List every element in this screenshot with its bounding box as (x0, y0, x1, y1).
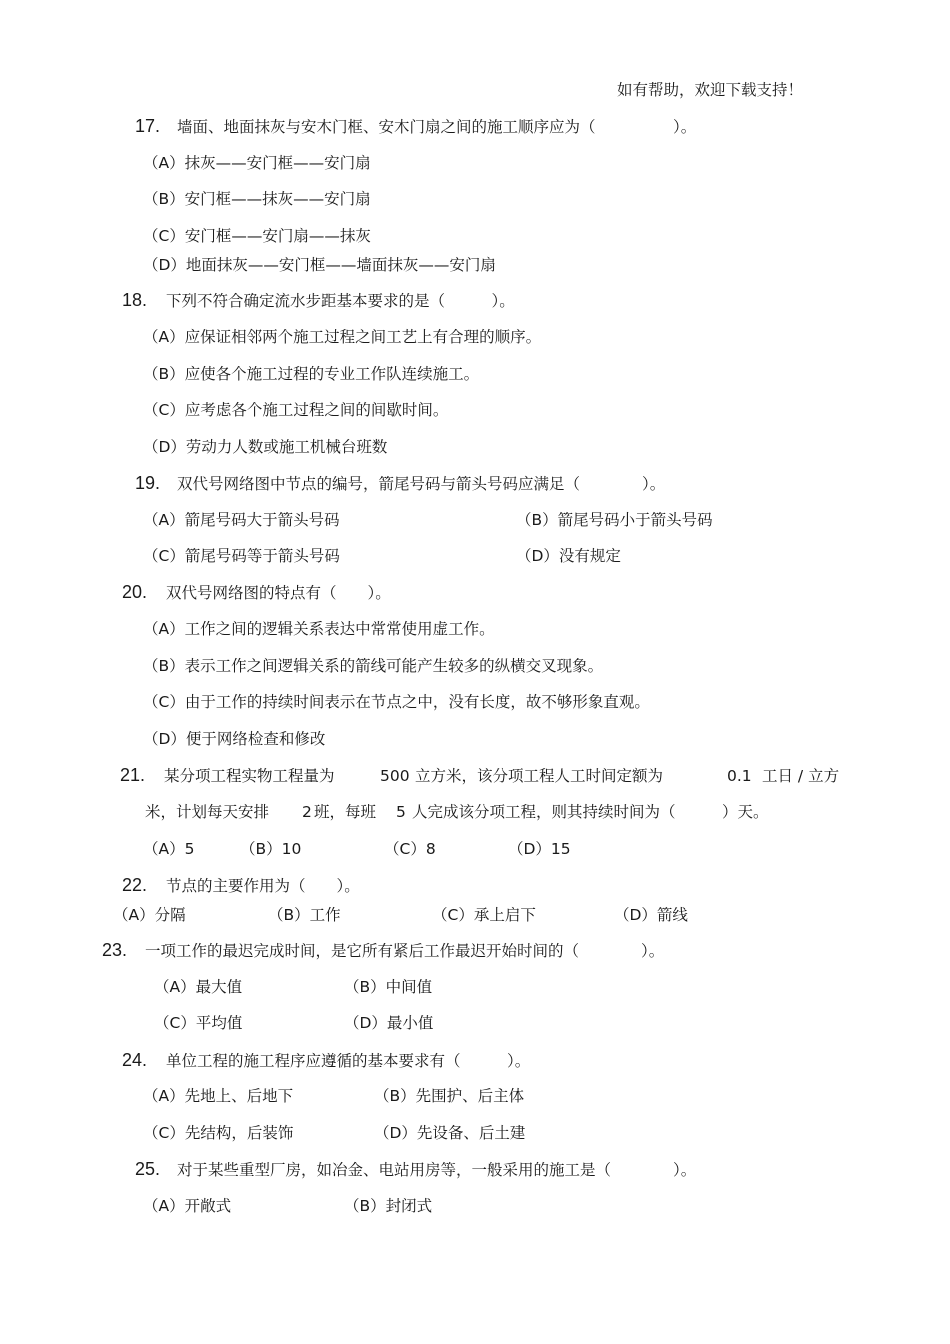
time-rate-value: 0.1 (727, 767, 752, 785)
question-number: 17. (135, 116, 161, 136)
option-b: （B）封闭式 (344, 1197, 433, 1215)
option-d: （D）便于网络检查和修改 (143, 730, 326, 748)
option-b: （B）10 (240, 840, 302, 858)
question-stem: 对于某些重型厂房，如冶金、电站用房等，一般采用的施工是（ ）。 (177, 1161, 697, 1179)
option-c: （C）安门框——安门扇——抹灰 (143, 227, 371, 245)
option-d: （D）最小值 (344, 1014, 434, 1032)
option-d: （D）劳动力人数或施工机械台班数 (143, 438, 388, 456)
question-stem-part: 工日 / 立方 (762, 767, 840, 785)
question-stem: 下列不符合确定流水步距基本要求的是（ ）。 (166, 292, 515, 310)
question-number: 18. (122, 290, 148, 310)
question-stem-part: 某分项工程实物工程量为 (164, 767, 335, 785)
option-b: （B）表示工作之间逻辑关系的箭线可能产生较多的纵横交叉现象。 (143, 657, 604, 675)
option-a: （A）分隔 (113, 906, 186, 924)
option-b: （B）先围护、后主体 (374, 1087, 525, 1105)
option-c: （C）平均值 (154, 1014, 243, 1032)
option-d: （D）箭线 (614, 906, 688, 924)
option-c: （C）8 (384, 840, 436, 858)
quantity-value: 500 (380, 767, 410, 785)
option-a: （A）抹灰——安门框——安门扇 (143, 154, 371, 172)
option-a: （A）5 (143, 840, 195, 858)
option-c: （C）应考虑各个施工过程之间的间歇时间。 (143, 401, 449, 419)
option-b: （B）应使各个施工过程的专业工作队连续施工。 (143, 365, 480, 383)
question-stem: 单位工程的施工程序应遵循的基本要求有（ ）。 (166, 1052, 531, 1070)
option-a: （A）应保证相邻两个施工过程之间工艺上有合理的顺序。 (143, 328, 542, 346)
question-stem-part: 班，每班 (314, 803, 377, 821)
option-d: （D）没有规定 (516, 547, 621, 565)
option-d: （D）15 (508, 840, 571, 858)
question-stem: 墙面、地面抹灰与安木门框、安木门扇之间的施工顺序应为（ ）。 (177, 118, 697, 136)
option-c: （C）箭尾号码等于箭头号码 (143, 547, 340, 565)
option-c: （C）由于工作的持续时间表示在节点之中，没有长度，故不够形象直观。 (143, 693, 650, 711)
question-stem: 双代号网络图的特点有（ ）。 (166, 584, 391, 602)
question-number: 25. (135, 1159, 161, 1179)
option-d: （D）地面抹灰——安门框——墙面抹灰——安门扇 (143, 256, 496, 274)
option-b: （B）安门框——抹灰——安门扇 (143, 190, 371, 208)
option-c: （C）先结构，后装饰 (143, 1124, 294, 1142)
option-a: （A）最大值 (154, 978, 243, 996)
option-a: （A）工作之间的逻辑关系表达中常常使用虚工作。 (143, 620, 495, 638)
option-a: （A）开敞式 (143, 1197, 232, 1215)
question-number: 21. (120, 765, 146, 785)
option-c: （C）承上启下 (432, 906, 536, 924)
people-value: 5 (396, 803, 406, 821)
option-b: （B）工作 (268, 906, 341, 924)
option-a: （A）先地上、后地下 (143, 1087, 294, 1105)
option-b: （B）箭尾号码小于箭头号码 (516, 511, 713, 529)
question-stem: 双代号网络图中节点的编号，箭尾号码与箭头号码应满足（ ）。 (177, 475, 666, 493)
question-number: 24. (122, 1050, 148, 1070)
question-number: 22. (122, 875, 148, 895)
question-stem-part: 立方米，该分项工程人工时间定额为 (415, 767, 664, 785)
shifts-value: 2 (302, 803, 312, 821)
option-d: （D）先设备、后土建 (374, 1124, 526, 1142)
option-a: （A）箭尾号码大于箭头号码 (143, 511, 340, 529)
option-b: （B）中间值 (344, 978, 433, 996)
question-stem: 节点的主要作用为（ ）。 (166, 877, 360, 895)
question-number: 20. (122, 582, 148, 602)
question-stem-part: 人完成该分项工程，则其持续时间为（ ）天。 (412, 803, 769, 821)
question-number: 19. (135, 473, 161, 493)
support-header: 如有帮助，欢迎下载支持！ (617, 81, 804, 99)
question-stem: 一项工作的最迟完成时间，是它所有紧后工作最迟开始时间的（ ）。 (145, 942, 665, 960)
question-stem-part: 米，计划每天安排 (145, 803, 270, 821)
question-number: 23. (102, 940, 128, 960)
